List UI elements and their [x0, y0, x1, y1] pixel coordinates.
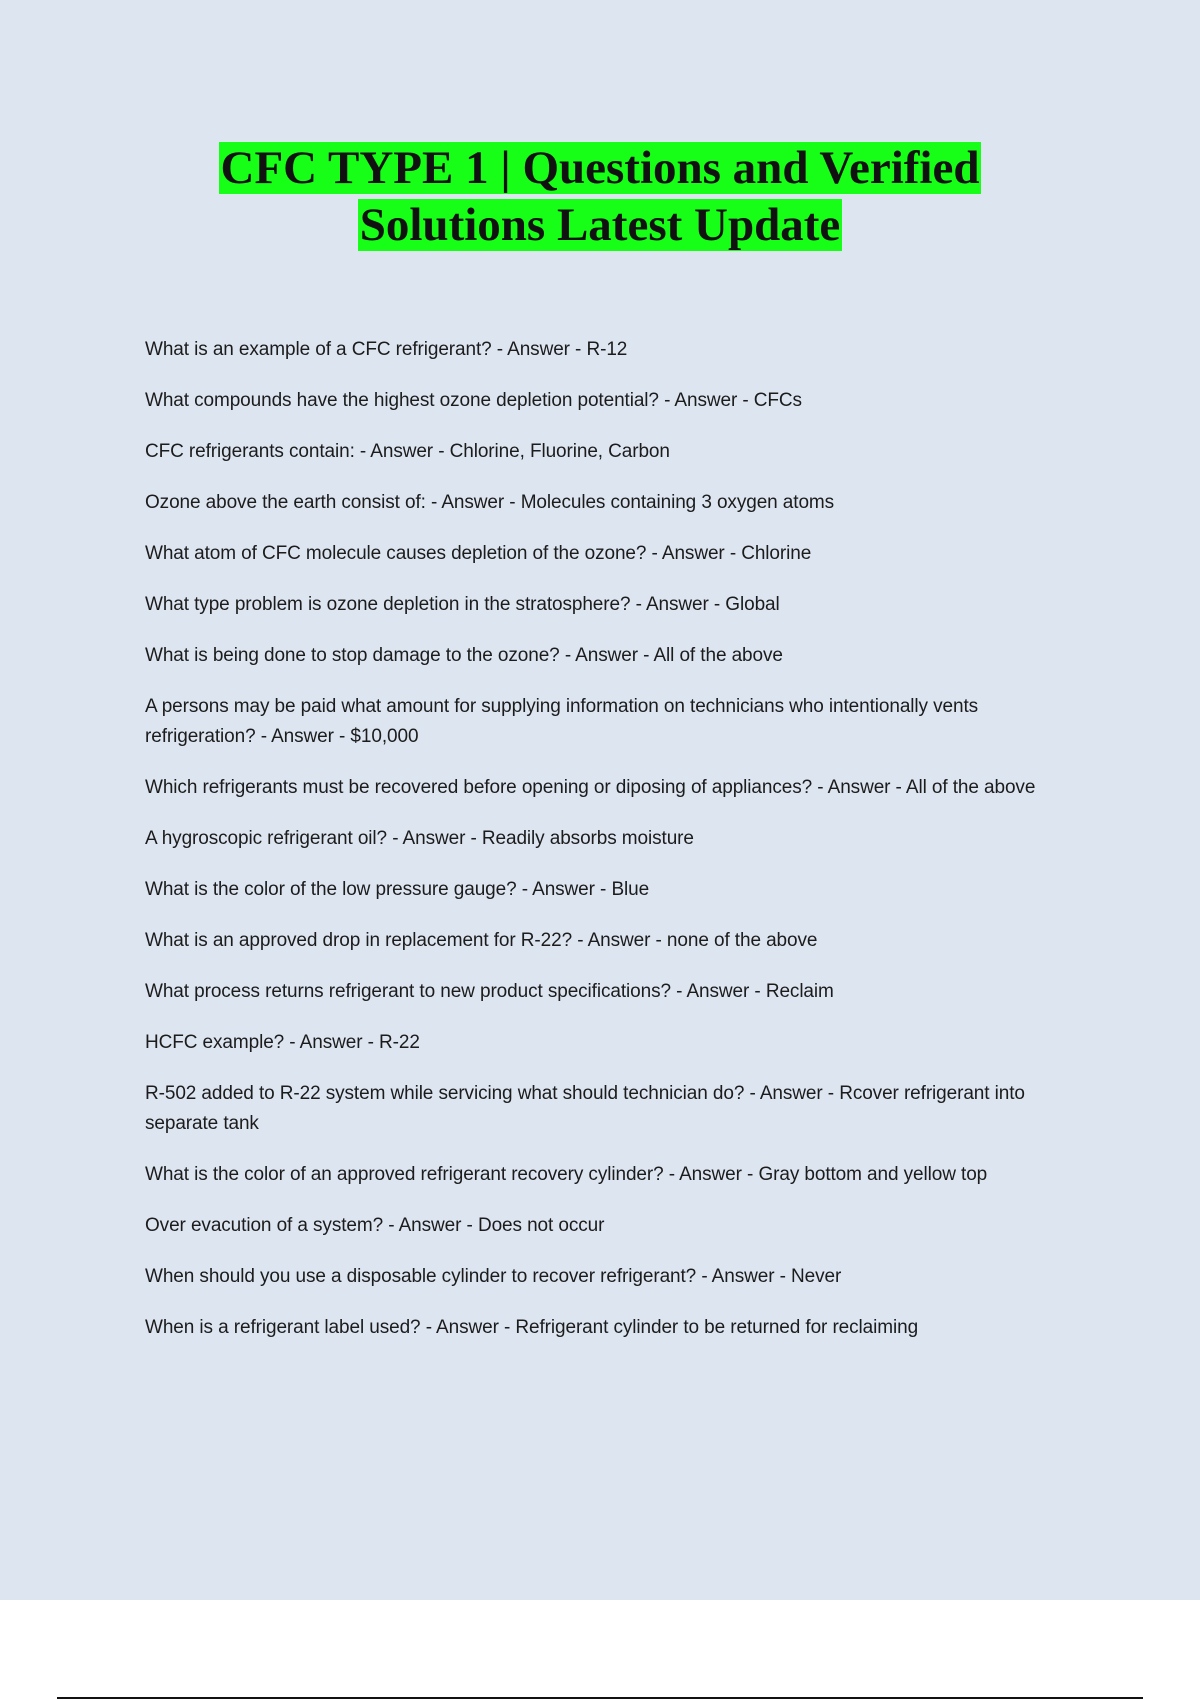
qa-item: Which refrigerants must be recovered before opening or diposing of appliances? - Answer - All of the above [145, 777, 1036, 798]
title-line-1: CFC TYPE 1 | Questions and Verified [220, 142, 980, 194]
qa-item: When should you use a disposable cylinder to recover refrigerant? - Answer - Never [145, 1266, 842, 1287]
qa-item: HCFC example? - Answer - R-22 [145, 1032, 420, 1053]
qa-item: Over evacution of a system? - Answer - Does not occur [145, 1215, 605, 1236]
qa-item: R-502 added to R-22 system while servicing what should technician do? - Answer - Rcover refrigerant into separate tank [145, 1083, 1025, 1134]
title-line-2: Solutions Latest Update [359, 199, 841, 251]
qa-item: What is the color of an approved refrigerant recovery cylinder? - Answer - Gray bottom and yellow top [145, 1164, 988, 1185]
qa-item: Ozone above the earth consist of: - Answer - Molecules containing 3 oxygen atoms [145, 492, 835, 513]
qa-item: A persons may be paid what amount for supplying information on technicians who intentionally vents refrigeration? - Answer - $10,000 [145, 696, 979, 747]
qa-item: What compounds have the highest ozone depletion potential? - Answer - CFCs [145, 390, 802, 411]
document-title [0, 140, 1200, 254]
qa-item: What type problem is ozone depletion in the stratosphere? - Answer - Global [145, 594, 780, 615]
qa-item: What is an example of a CFC refrigerant? - Answer - R-12 [145, 339, 628, 360]
qa-item: What is being done to stop damage to the ozone? - Answer - All of the above [145, 645, 783, 666]
footer-divider [57, 1697, 1143, 1699]
qa-item: What process returns refrigerant to new product specifications? - Answer - Reclaim [145, 981, 834, 1002]
qa-item: A hygroscopic refrigerant oil? - Answer - Readily absorbs moisture [145, 828, 694, 849]
qa-item: What is the color of the low pressure gauge? - Answer - Blue [145, 879, 650, 900]
qa-item: When is a refrigerant label used? - Answer - Refrigerant cylinder to be returned for reclaiming [145, 1317, 919, 1338]
qa-item: CFC refrigerants contain: - Answer - Chlorine, Fluorine, Carbon [145, 441, 670, 462]
qa-item: What atom of CFC molecule causes depletion of the ozone? - Answer - Chlorine [145, 543, 812, 564]
qa-item: What is an approved drop in replacement for R-22? - Answer - none of the above [145, 930, 818, 951]
qa-list [145, 335, 1075, 1364]
